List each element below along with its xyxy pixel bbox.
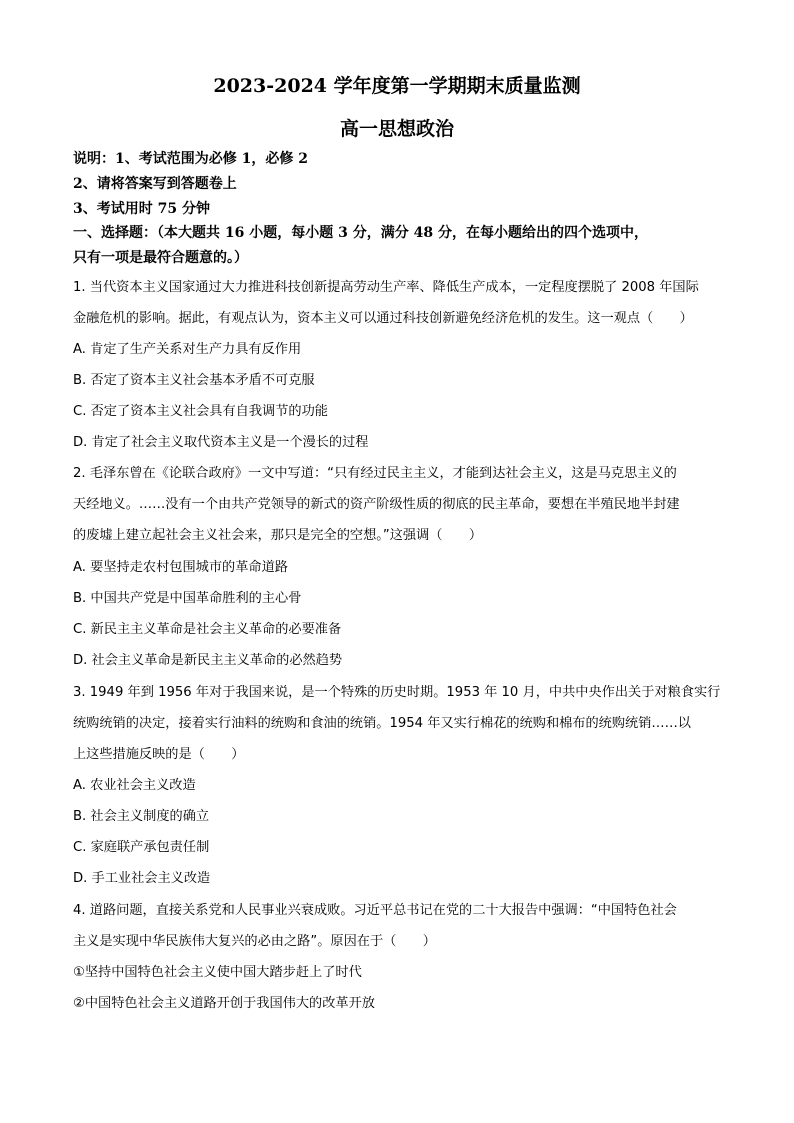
question-3-stem-line-1: 3. 1949 年到 1956 年对于我国来说，是一个特殊的历史时期。1953 年 10 月，中共中央作出关于对粮食实行 <box>73 685 721 700</box>
question-1-option-b: B. 否定了资本主义社会基本矛盾不可克服 <box>73 373 315 388</box>
instruction-line-3: 3、考试用时 75 分钟 <box>73 201 210 217</box>
question-4-stem-line-2: 主义是实现中华民族伟大复兴的必由之路”。原因在于（ ） <box>73 934 436 949</box>
question-1-option-c: C. 否定了资本主义社会具有自我调节的功能 <box>73 404 328 419</box>
question-3-option-b: B. 社会主义制度的确立 <box>73 809 210 824</box>
question-4-stem-line-1: 4. 道路问题，直接关系党和人民事业兴衰成败。习近平总书记在党的二十大报告中强调：“中国特色社会 <box>73 903 677 918</box>
question-3-option-c: C. 家庭联产承包责任制 <box>73 840 210 855</box>
question-3-option-a: A. 农业社会主义改造 <box>73 778 196 793</box>
question-1-option-d: D. 肯定了社会主义取代资本主义是一个漫长的过程 <box>73 435 369 450</box>
section-heading-line-1: 一、选择题：（本大题共 16 小题，每小题 3 分，满分 48 分，在每小题给出的四个选项中， <box>73 225 648 241</box>
question-2-option-d: D. 社会主义革命是新民主主义革命的必然趋势 <box>73 653 343 668</box>
question-1-stem-line-2: 金融危机的影响。据此，有观点认为，资本主义可以通过科技创新避免经济危机的发生。这一观点（ ） <box>73 311 693 326</box>
question-3-stem-line-3: 上这些措施反映的是（ ） <box>73 747 245 762</box>
instruction-line-1: 说明：1、考试范围为必修 1，必修 2 <box>73 151 308 167</box>
question-2-option-c: C. 新民主主义革命是社会主义革命的必要准备 <box>73 622 342 637</box>
exam-subject: 高一思想政治 <box>339 118 454 140</box>
question-2-stem-line-1: 2. 毛泽东曾在《论联合政府》一文中写道：“只有经过民主主义，才能到达社会主义，这是马克思主义的 <box>73 466 677 481</box>
exam-title: 2023-2024 学年度第一学期期末质量监测 <box>213 75 581 97</box>
question-1-option-a: A. 肯定了生产关系对生产力具有反作用 <box>73 342 302 357</box>
question-1-stem-line-1: 1. 当代资本主义国家通过大力推进科技创新提高劳动生产率、降低生产成本，一定程度摆脱了 2008 年国际 <box>73 280 699 295</box>
question-3-option-d: D. 手工业社会主义改造 <box>73 871 211 886</box>
question-2-option-b: B. 中国共产党是中国革命胜利的主心骨 <box>73 591 302 606</box>
question-3-stem-line-2: 统购统销的决定，接着实行油料的统购和食油的统销。1954 年又实行棉花的统购和棉布的统购统销……以 <box>73 716 691 731</box>
section-heading-line-2: 只有一项是最符合题意的。） <box>73 250 248 266</box>
question-4-statement-2: ②中国特色社会主义道路开创于我国伟大的改革开放 <box>73 996 375 1011</box>
question-2-option-a: A. 要坚持走农村包围城市的革命道路 <box>73 560 288 575</box>
question-2-stem-line-2: 天经地义。……没有一个由共产党领导的新式的资产阶级性质的彻底的民主革命，要想在半殖民地半封建 <box>73 497 680 512</box>
question-2-stem-line-3: 的废墟上建立起社会主义社会来，那只是完全的空想。”这强调（ ） <box>73 528 483 543</box>
question-4-statement-1: ①坚持中国特色社会主义使中国大踏步赶上了时代 <box>73 965 362 980</box>
instruction-line-2: 2、请将答案写到答题卷上 <box>73 176 237 192</box>
